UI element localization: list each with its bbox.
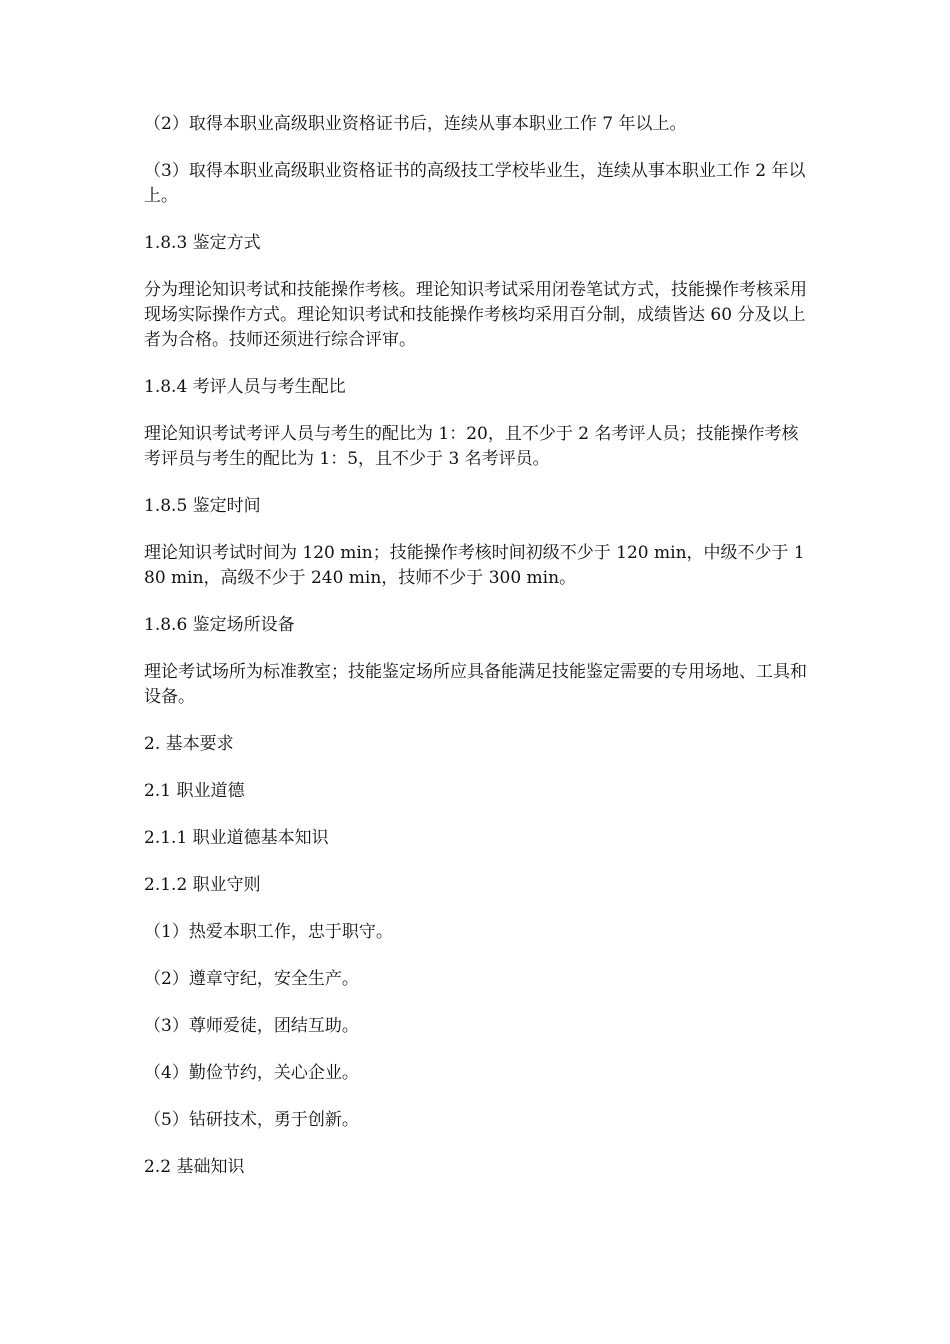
paragraph-assessment-venue: 理论考试场所为标准教室；技能鉴定场所应具备能满足技能鉴定需要的专用场地、工具和设备。: [144, 662, 807, 707]
paragraph-assessment-method: 分为理论知识考试和技能操作考核。理论知识考试采用闭卷笔试方式，技能操作考核采用现场实际操作方式。理论知识考试和技能操作考核均采用百分制，成绩皆达 60 分及以上者为合格。技师还须进行综合评审。: [144, 280, 807, 350]
paragraph-examiner-ratio: 理论知识考试考评人员与考生的配比为 1：20，且不少于 2 名考评人员；技能操作考核考评员与考生的配比为 1：5，且不少于 3 名考评员。: [144, 424, 799, 469]
list-item-code-1: （1）热爱本职工作，忠于职守。: [144, 922, 393, 942]
list-item-code-2: （2）遵章守纪，安全生产。: [144, 969, 359, 989]
list-item-code-5: （5）钻研技术，勇于创新。: [144, 1110, 359, 1130]
section-heading-1-8-6: 1.8.6 鉴定场所设备: [144, 615, 295, 635]
document-page: [144, 112, 814, 1202]
section-heading-2-1-1: 2.1.1 职业道德基本知识: [144, 828, 329, 848]
list-item-code-4: （4）勤俭节约，关心企业。: [144, 1063, 359, 1083]
paragraph-requirement-3: （3）取得本职业高级职业资格证书的高级技工学校毕业生，连续从事本职业工作 2 年以上。: [144, 161, 806, 206]
section-heading-2-1: 2.1 职业道德: [144, 781, 245, 801]
section-heading-1-8-5: 1.8.5 鉴定时间: [144, 496, 261, 516]
section-heading-2-2: 2.2 基础知识: [144, 1157, 245, 1177]
section-heading-1-8-3: 1.8.3 鉴定方式: [144, 233, 261, 253]
paragraph-assessment-time: 理论知识考试时间为 120 min；技能操作考核时间初级不少于 120 min，中级不少于 180 min，高级不少于 240 min，技师不少于 300 min。: [144, 543, 805, 588]
section-heading-2: 2. 基本要求: [144, 734, 234, 754]
paragraph-requirement-2: （2）取得本职业高级职业资格证书后，连续从事本职业工作 7 年以上。: [144, 114, 687, 134]
section-heading-2-1-2: 2.1.2 职业守则: [144, 875, 261, 895]
section-heading-1-8-4: 1.8.4 考评人员与考生配比: [144, 377, 346, 397]
list-item-code-3: （3）尊师爱徒，团结互助。: [144, 1016, 359, 1036]
